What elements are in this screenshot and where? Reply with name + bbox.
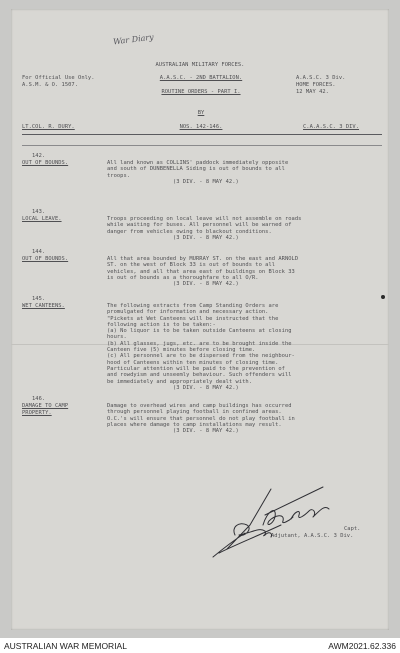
official-use-line: For Official Use Only.: [22, 75, 95, 81]
order-144-title: OUT OF BOUNDS.: [22, 256, 69, 262]
signatory-title: Adjutant, A.A.S.C. 3 Div.: [271, 533, 354, 539]
handwritten-signature: [205, 475, 345, 560]
issue-date: 12 MAY 42.: [296, 89, 329, 95]
by-label: BY: [197, 110, 205, 116]
unit-heading: A.A.S.C. - 2ND BATTALION.: [159, 75, 243, 81]
order-146-body: Damage to overhead wires and camp buildings has occurred through personnel playing football in confined areas. O.C.'s will ensure that personnel do not play football in places where damage to camp installations may result. (3 DIV. - 8 MAY 42.): [107, 403, 295, 435]
signatory-rank: Capt.: [344, 526, 361, 532]
order-143-body: Troops proceeding on local leave will not assemble on roads while waiting for buses. All personnel will be warned of danger from vehicles owing to blackout conditions. (3 DIV. - 8 MAY 42.): [107, 216, 302, 241]
order-142-body: All land known as COLLINS' paddock immediately opposite and south of DUNBENELLA Siding is out of bounds to all troops. (3 DIV. - 8 MAY 42.): [107, 160, 289, 185]
order-143-number: 143.: [32, 209, 46, 215]
order-146-title-line2: PROPERTY.: [22, 410, 52, 416]
home-forces-line: HOME FORCES.: [296, 82, 336, 88]
pin-hole: [381, 295, 385, 299]
order-142-number: 142.: [32, 153, 46, 159]
header-rule-lower: [22, 145, 382, 146]
order-numbers: NOS. 142-146.: [179, 124, 223, 130]
order-145-body: The following extracts from Camp Standing Orders are promulgated for information and necessary action. "Pickets at Wet Canteens will be instructed that the following action is to be taken:- (a) No liquor is to be taken outside Canteens at closing hours. (b) All glasses, jugs, etc. are to be brought inside the Canteen five (5) minutes before closing time. (c) All personnel are to be dispersed from the neighbour- hood of Canteens within ten minutes of closing time. Particular attention will be paid to the prevention of and rowdyism and unseemly behaviour. Such offenders will be immediately and appropriately dealt with. (3 DIV. - 8 MAY 42.): [107, 303, 295, 391]
handwritten-war-diary-note: War Diary: [112, 32, 155, 47]
asm-reference-line: A.S.M. & O. 1507.: [22, 82, 79, 88]
order-146-title-line1: DAMAGE TO CAMP: [22, 403, 69, 409]
header-rule: [22, 134, 382, 135]
formation-line: A.A.S.C. 3 Div.: [296, 75, 346, 81]
order-142-title: OUT OF BOUNDS.: [22, 160, 69, 166]
archive-name: AUSTRALIAN WAR MEMORIAL: [4, 641, 127, 651]
order-144-number: 144.: [32, 249, 46, 255]
issuing-officer: LT.COL. R. DURY.: [22, 124, 75, 130]
document-title: AUSTRALIAN MILITARY FORCES.: [155, 62, 245, 68]
order-145-number: 145.: [32, 296, 46, 302]
command-designation: C.A.A.S.C. 3 DIV.: [303, 124, 360, 130]
order-145-title: WET CANTEENS.: [22, 303, 65, 309]
order-144-body: All that area bounded by MURRAY ST. on the east and ARNOLD ST. on the west of Block 33 is out of bounds to all vehicles, and all that area east of buildings on Block 33 is out of bounds as a thoroughfare to all O/R. (3 DIV. - 8 MAY 42.): [107, 256, 299, 288]
archive-footer: [0, 638, 400, 653]
routine-orders-heading: ROUTINE ORDERS - PART I.: [161, 89, 241, 95]
archive-reference: AWM2021.62.336: [328, 641, 396, 651]
order-146-number: 146.: [32, 396, 46, 402]
order-143-title: LOCAL LEAVE.: [22, 216, 62, 222]
